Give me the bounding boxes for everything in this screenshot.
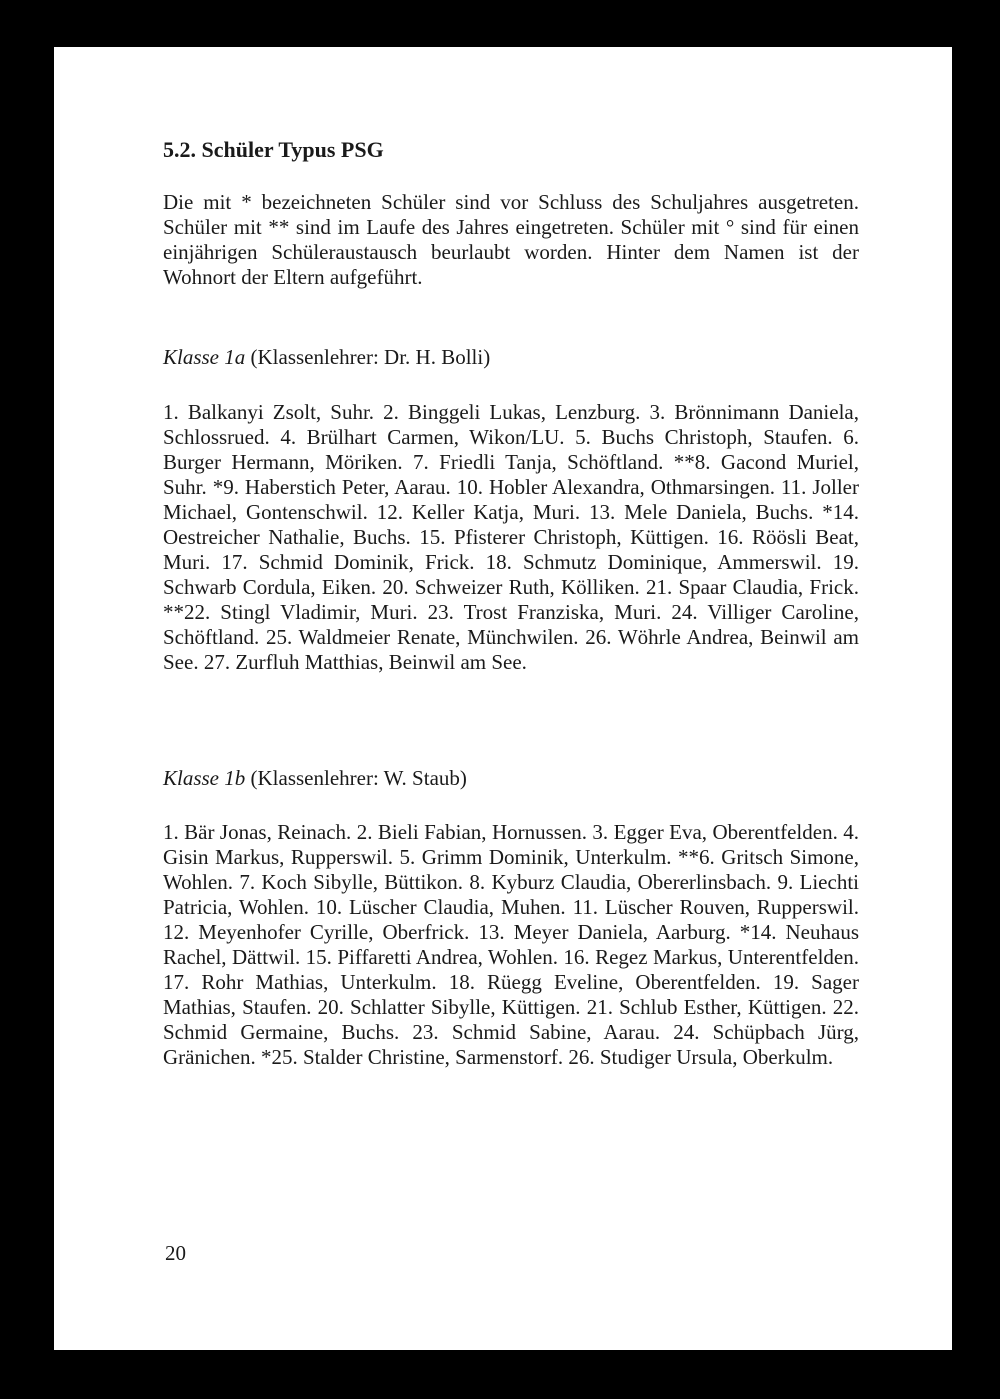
class-1b-teacher: (Klassenlehrer: W. Staub) [250,766,467,790]
class-1a-name: Klasse 1a [163,345,246,369]
page-number: 20 [165,1241,186,1265]
intro-paragraph: Die mit * bezeichneten Schüler sind vor Schluss des Schuljahres ausgetreten. Schüler mit ** sind im Laufe des Jahres eingetreten. Schüler mit ° sind für einen einjährigen Schüleraustausch beurlaubt worden. Hinter dem Namen ist der Wohnort der Eltern aufgeführt. [163,190,859,289]
class-1a-teacher: (Klassenlehrer: Dr. H. Bolli) [250,345,491,369]
section-heading: 5.2. Schüler Typus PSG [163,137,384,162]
class-1b-student-list: 1. Bär Jonas, Reinach. 2. Bieli Fabian, Hornussen. 3. Egger Eva, Oberentfelden. 4. Gisin Markus, Rupperswil. 5. Grimm Dominik, Unterkulm. **6. Gritsch Simone, Wohlen. 7. Koch Sibylle, Büttikon. 8. Kyburz Claudia, Obererlinsbach. 9. Liechti Patricia, Wohlen. 10. Lüscher Claudia, Muhen. 11. Lüscher Rouven, Rupperswil. 12. Meyenhofer Cyrille, Oberfrick. 13. Meyer Daniela, Aarburg. *14. Neuhaus Rachel, Dättwil. 15. Piffaretti Andrea, Wohlen. 16. Regez Markus, Unterentfelden. 17. Rohr Mathias, Unterkulm. 18. Rüegg Eveline, Oberentfelden. 19. Sager Mathias, Staufen. 20. Schlatter Sibylle, Küttigen. 21. Schlub Esther, Küttigen. 22. Schmid Germaine, Buchs. 23. Schmid Sabine, Aarau. 24. Schüpbach Jürg, Gränichen. *25. Stalder Christine, Sarmenstorf. 26. Studiger Ursula, Oberkulm. [163,820,859,1069]
document-page [54,47,952,1350]
class-1a-student-list: 1. Balkanyi Zsolt, Suhr. 2. Binggeli Lukas, Lenzburg. 3. Brönnimann Daniela, Schlossrued. 4. Brülhart Carmen, Wikon/LU. 5. Buchs Christoph, Staufen. 6. Burger Hermann, Möriken. 7. Friedli Tanja, Schöftland. **8. Gacond Muriel, Suhr. *9. Haberstich Peter, Aarau. 10. Hobler Alexandra, Othmarsingen. 11. Joller Michael, Gontenschwil. 12. Keller Katja, Muri. 13. Mele Daniela, Buchs. *14. Oestreicher Nathalie, Buchs. 15. Pfisterer Christoph, Küttigen. 16. Röösli Beat, Muri. 17. Schmid Dominik, Frick. 18. Schmutz Dominique, Ammerswil. 19. Schwarb Cordula, Eiken. 20. Schweizer Ruth, Kölliken. 21. Spaar Claudia, Frick. **22. Stingl Vladimir, Muri. 23. Trost Franziska, Muri. 24. Villiger Caroline, Schöftland. 25. Waldmeier Renate, Münchwilen. 26. Wöhrle Andrea, Beinwil am See. 27. Zurfluh Matthias, Beinwil am See. [163,400,859,674]
class-1b-name: Klasse 1b [163,766,246,790]
class-1b-heading [163,766,859,791]
class-1a-heading [163,345,859,370]
